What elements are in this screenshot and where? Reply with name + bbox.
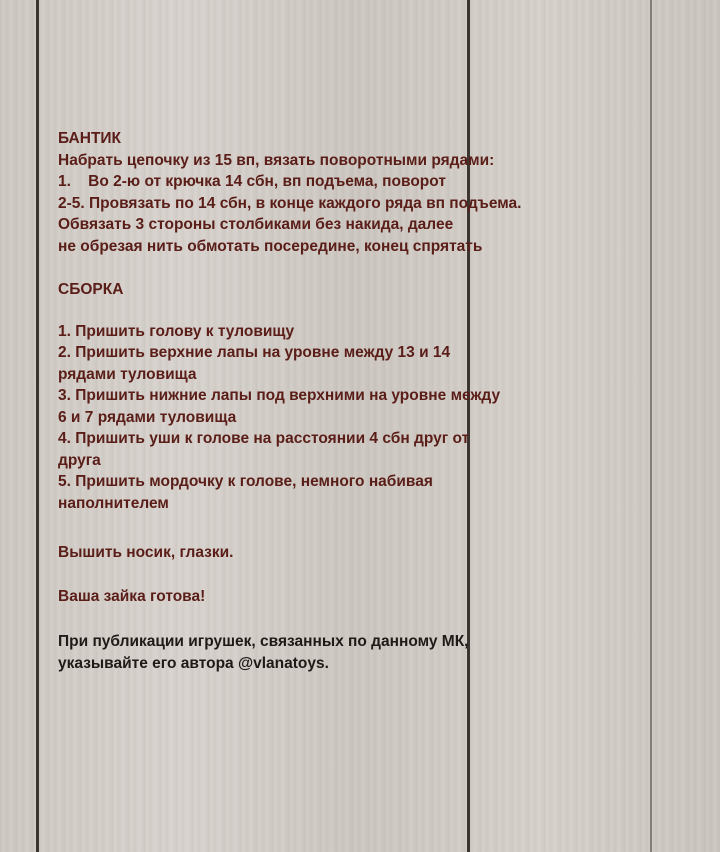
bow-title: БАНТИК bbox=[58, 130, 122, 147]
bow-line: 1. Во 2-ю от крючка 14 сбн, вп подъема, поворот bbox=[58, 173, 446, 190]
assembly-line: 3. Пришить нижние лапы под верхними на уровне между bbox=[58, 387, 501, 404]
credit-block bbox=[58, 631, 698, 674]
done-line: Ваша зайка готова! bbox=[58, 587, 206, 605]
bow-line: Набрать цепочку из 15 вп, вязать поворотными рядами: bbox=[58, 151, 495, 169]
assembly-line: друга bbox=[58, 451, 101, 469]
embroider-line: Вышить носик, глазки. bbox=[58, 544, 234, 561]
assembly-line: 2. Пришить верхние лапы на уровне между 13 и 14 bbox=[58, 344, 451, 361]
assembly-line: 5. Пришить мордочку к голове, немного набивая bbox=[58, 473, 433, 490]
assembly-line: 6 и 7 рядами туловища bbox=[58, 408, 237, 426]
assembly-title: СБОРКА bbox=[58, 281, 124, 298]
credit-line: При публикации игрушек, связанных по данному МК, bbox=[58, 633, 469, 650]
assembly-line: рядами туловища bbox=[58, 365, 197, 383]
bow-line: не обрезая нить обмотать посередине, конец спрятать bbox=[58, 237, 483, 255]
plank-seam-left bbox=[36, 0, 39, 852]
bow-line: Обвязать 3 стороны столбиками без накида, далее bbox=[58, 216, 454, 233]
bow-section bbox=[58, 128, 698, 257]
assembly-line: 1. Пришить голову к туловищу bbox=[58, 322, 295, 340]
assembly-line: наполнителем bbox=[58, 494, 169, 512]
assembly-section bbox=[58, 279, 698, 514]
bow-line: 2-5. Провязать по 14 сбн, в конце каждого ряда вп подъема. bbox=[58, 194, 522, 212]
pattern-text bbox=[58, 128, 698, 674]
credit-line: указывайте его автора @vlanatoys. bbox=[58, 654, 329, 672]
assembly-line: 4. Пришить уши к голове на расстоянии 4 сбн друг от bbox=[58, 430, 470, 447]
